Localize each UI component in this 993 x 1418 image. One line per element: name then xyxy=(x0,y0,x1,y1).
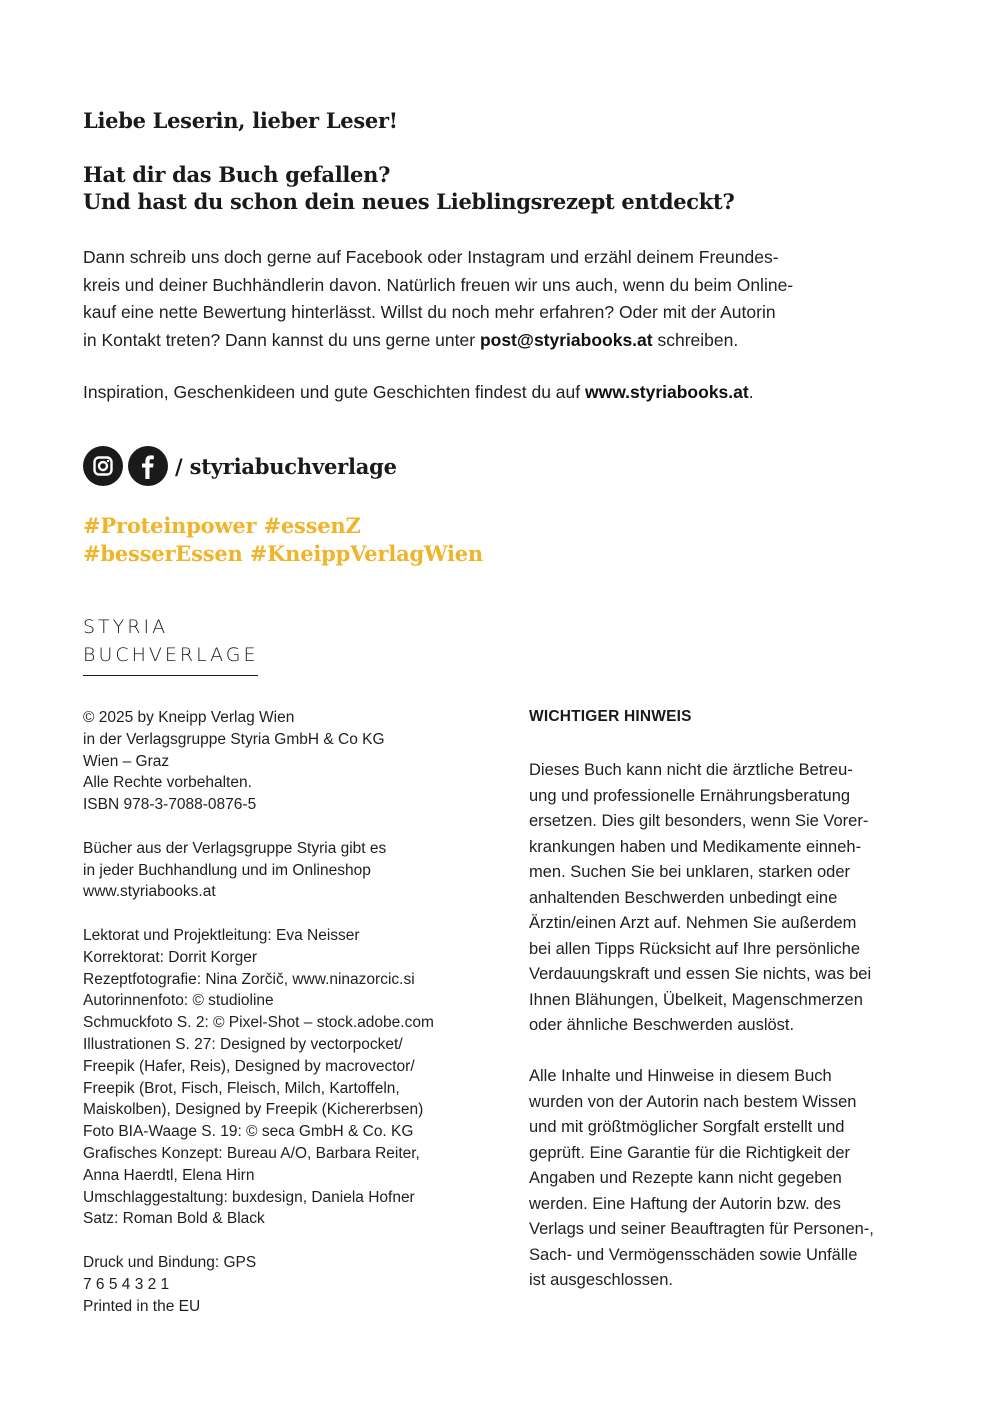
intro-line-text: schreiben. xyxy=(652,329,739,350)
spacer xyxy=(529,1039,874,1065)
intro-line: kreis und deiner Buchhändlerin davon. Natürlich freuen wir uns auch, wenn du beim Online- xyxy=(83,274,794,295)
imprint-line: Printed in the EU xyxy=(83,1297,201,1315)
imprint-line: Autorinnenfoto: © studioline xyxy=(83,992,274,1010)
question-heading xyxy=(83,161,734,215)
notice-line: Sach- und Vermögensschäden sowie Unfälle xyxy=(529,1245,858,1264)
intro-paragraph xyxy=(83,244,793,354)
logo-line-2: BUCHVERLAGE xyxy=(83,644,259,666)
notice-line: Angaben und Rezepte kann nicht gegeben xyxy=(529,1169,842,1187)
facebook-icon[interactable] xyxy=(128,446,168,486)
intro-line xyxy=(83,327,793,355)
imprint-line: Maiskolben), Designed by Freepik (Kichererbsen) xyxy=(83,1101,424,1119)
notice-line: ist ausgeschlossen. xyxy=(529,1271,673,1289)
notice-line: werden. Eine Haftung der Autorin bzw. des xyxy=(529,1194,841,1213)
spacer xyxy=(83,816,434,838)
notice-line: geprüft. Eine Garantie für die Richtigkeit der xyxy=(529,1143,851,1162)
question-line-2: Und hast du schon dein neues Lieblingsrezept entdeckt? xyxy=(83,189,735,214)
notice-line: wurden von der Autorin nach bestem Wissen xyxy=(529,1092,857,1111)
intro-line-text: in Kontakt treten? Dann kannst du uns gerne unter xyxy=(83,329,480,350)
imprint-line: Foto BIA-Waage S. 19: © seca GmbH & Co. KG xyxy=(83,1123,414,1141)
imprint-line: Bücher aus der Verlagsgruppe Styria gibt es xyxy=(83,839,387,857)
imprint-line: Grafisches Konzept: Bureau A/O, Barbara Reiter, xyxy=(83,1144,420,1162)
hashtag-line-1: #Proteinpower #essenZ xyxy=(83,513,361,538)
imprint-line: Lektorat und Projektleitung: Eva Neisser xyxy=(83,926,360,944)
intro-line: kauf eine nette Bewertung hinterlässt. Willst du noch mehr erfahren? Oder mit der Autorin xyxy=(83,302,776,322)
notice-line: men. Suchen Sie bei unklaren, starken oder xyxy=(529,863,851,881)
imprint-line: Alle Rechte vorbehalten. xyxy=(83,774,252,792)
imprint-line: Druck und Bindung: GPS xyxy=(83,1253,257,1271)
imprint-line: in jeder Buchhandlung und im Onlineshop xyxy=(83,861,371,879)
imprint-line: www.styriabooks.at xyxy=(83,883,216,901)
notice-line: Ihnen Blähungen, Übelkeit, Magenschmerzen xyxy=(529,990,863,1009)
imprint-line: Freepik (Hafer, Reis), Designed by macrovector/ xyxy=(83,1057,415,1075)
logo-underline xyxy=(83,675,258,676)
publisher-logo xyxy=(83,613,259,669)
logo-line-1: STYRIA xyxy=(83,616,169,638)
imprint-line: © 2025 by Kneipp Verlag Wien xyxy=(83,709,295,726)
notice-body xyxy=(529,758,874,1294)
imprint-line: Umschlaggestaltung: buxdesign, Daniela Hofner xyxy=(83,1188,415,1206)
spacer xyxy=(83,903,434,925)
question-line-1: Hat dir das Buch gefallen? xyxy=(83,162,391,187)
notice-line: oder ähnliche Beschwerden auslöst. xyxy=(529,1016,795,1034)
imprint-line: Satz: Roman Bold & Black xyxy=(83,1210,265,1228)
imprint-line: in der Verlagsgruppe Styria GmbH & Co KG xyxy=(83,730,385,748)
inspiration-paragraph xyxy=(83,379,754,406)
inspiration-end: . xyxy=(748,382,754,402)
notice-line: anhaltenden Beschwerden unbedingt eine xyxy=(529,888,838,907)
email-link[interactable]: post@styriabooks.at xyxy=(479,329,653,350)
notice-line: ung und professionelle Ernährungsberatung xyxy=(529,786,851,805)
imprint-line: Korrektorat: Dorrit Korger xyxy=(83,948,257,966)
notice-line: ersetzen. Dies gilt besonders, wenn Sie Vorer- xyxy=(529,812,869,830)
notice-line: krankungen haben und Medikamente einneh- xyxy=(529,837,862,856)
imprint-line: Schmuckfoto S. 2: © Pixel-Shot – stock.adobe.com xyxy=(83,1014,434,1032)
spacer xyxy=(83,1230,434,1252)
social-row xyxy=(83,446,397,486)
imprint-line: Wien – Graz xyxy=(83,752,170,770)
notice-line: Dieses Buch kann nicht die ärztliche Betreu- xyxy=(529,761,853,779)
hashtags xyxy=(83,512,483,568)
instagram-icon[interactable] xyxy=(83,446,123,486)
website-link[interactable]: www.styriabooks.at xyxy=(585,382,749,402)
hashtag-line-2: #besserEssen #KneippVerlagWien xyxy=(83,541,484,566)
imprint-line: Anna Haerdtl, Elena Hirn xyxy=(83,1166,255,1184)
imprint-line: Freepik (Brot, Fisch, Fleisch, Milch, Kartoffeln, xyxy=(83,1079,400,1097)
notice-heading: WICHTIGER HINWEIS xyxy=(529,708,692,725)
intro-line: Dann schreib uns doch gerne auf Facebook oder Instagram und erzähl deinem Freundes- xyxy=(83,247,779,267)
notice-line: Alle Inhalte und Hinweise in diesem Buch xyxy=(529,1067,832,1085)
social-handle[interactable]: / styriabuchverlage xyxy=(175,453,397,479)
greeting-heading: Liebe Leserin, lieber Leser! xyxy=(83,108,398,133)
imprint-line: 7 6 5 4 3 2 1 xyxy=(83,1275,170,1293)
imprint-line: ISBN 978-3-7088-0876-5 xyxy=(83,796,257,814)
imprint-line: Rezeptfotografie: Nina Zorčič, www.ninazorcic.si xyxy=(83,970,415,988)
inspiration-text: Inspiration, Geschenkideen und gute Geschichten findest du auf xyxy=(83,382,585,402)
notice-line: und mit größtmöglicher Sorgfalt erstellt und xyxy=(529,1118,845,1136)
notice-line: bei allen Tipps Rücksicht auf Ihre persönliche xyxy=(529,939,861,958)
imprint-column xyxy=(83,707,434,1317)
notice-line: Ärztin/einen Arzt auf. Nehmen Sie außerdem xyxy=(529,914,857,932)
notice-line: Verdauungskraft und essen Sie nichts, was bei xyxy=(529,965,872,983)
imprint-line: Illustrationen S. 27: Designed by vectorpocket/ xyxy=(83,1035,403,1053)
notice-line: Verlags und seiner Beauftragten für Personen-, xyxy=(529,1220,874,1238)
